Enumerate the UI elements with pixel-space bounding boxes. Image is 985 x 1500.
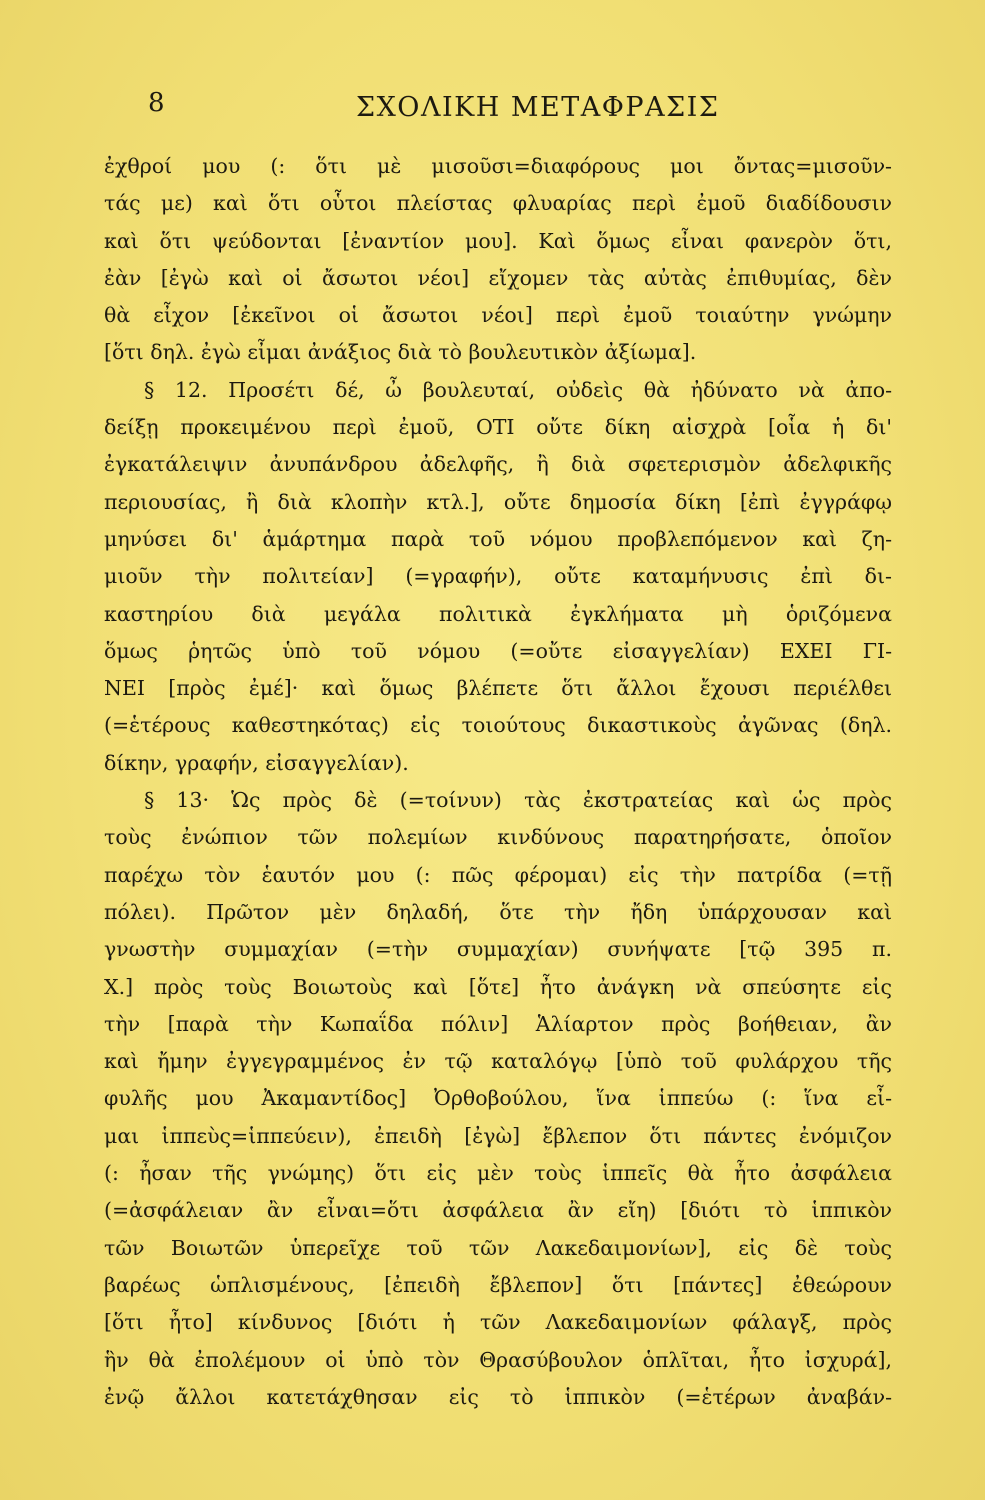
text-line: (=ἀσφάλειαν ἂν εἶναι=ὅτι ἀσφάλεια ἂν εἴη) [διότι τὸ ἱππικὸν [104,1198,892,1223]
body-text [104,148,892,1416]
paragraph-start-line: § 12. Προσέτι δέ, ὦ βουλευταί, οὐδεὶς θὰ ἠδύνατο νὰ ἀπο- [144,377,892,402]
text-line: καὶ ἤμην ἐγγεγραμμένος ἐν τῷ καταλόγῳ [ὑπὸ τοῦ φυλάρχου τῆς [104,1049,892,1074]
text-line: ἐὰν [ἐγὼ καὶ οἱ ἄσωτοι νέοι] εἴχομεν τὰς αὐτὰς ἐπιθυμίας, δὲν [104,265,892,290]
text-line: τάς με) καὶ ὅτι οὗτοι πλείστας φλυαρίας περὶ ἐμοῦ διαδίδουσιν [104,191,892,216]
text-line: γνωστὴν συμμαχίαν (=τὴν συμμαχίαν) συνήψατε [τῷ 395 π. [104,937,892,962]
page-number: 8 [148,88,165,118]
text-line: τοὺς ἐνώπιον τῶν πολεμίων κινδύνους παρατηρήσατε, ὁποῖον [104,825,892,850]
text-line: πόλει). Πρῶτον μὲν δηλαδή, ὅτε τὴν ἤδη ὑπάρχουσαν καὶ [104,899,892,924]
text-line: δείξῃ προκειμένου περὶ ἐμοῦ, ΟΤΙ οὔτε δίκη αἰσχρὰ [οἷα ἡ δι' [104,415,892,440]
text-line: θὰ εἶχον [ἐκεῖνοι οἱ ἄσωτοι νέοι] περὶ ἐμοῦ τοιαύτην γνώμην [104,303,892,328]
text-line: δίκην, γραφήν, εἰσαγγελίαν). [104,750,409,775]
running-title: ΣΧΟΛΙΚΗ ΜΕΤΑΦΡΑΣΙΣ [356,92,720,123]
text-line: ἣν θὰ ἐπολέμουν οἱ ὑπὸ τὸν Θρασύβουλον ὁπλῖται, ἦτο ἰσχυρά], [104,1347,892,1372]
text-line: τὴν [παρὰ τὴν Κωπαΐδα πόλιν] Ἁλίαρτον πρὸς βοήθειαν, ἂν [104,1011,892,1036]
paragraph-start-line: § 13· Ὡς πρὸς δὲ (=τοίνυν) τὰς ἐκστρατείας καὶ ὡς πρὸς [144,788,892,813]
text-line: (=ἑτέρους καθεστηκότας) εἰς τοιούτους δικαστικοὺς ἀγῶνας (δηλ. [104,713,892,738]
text-line: (: ἦσαν τῆς γνώμης) ὅτι εἰς μὲν τοὺς ἱππεῖς θὰ ἦτο ἀσφάλεια [104,1161,892,1186]
text-line: ἐχθροί μου (: ὅτι μὲ μισοῦσι=διαφόρους μοι ὄντας=μισοῦν- [104,154,892,178]
text-line: μιοῦν τὴν πολιτείαν] (=γραφήν), οὔτε καταμήνυσις ἐπὶ δι- [104,564,892,589]
text-line: μαι ἱππεὺς=ἱππεύειν), ἐπειδὴ [ἐγὼ] ἔβλεπον ὅτι πάντες ἐνόμιζον [104,1123,892,1148]
text-line: παρέχω τὸν ἑαυτόν μου (: πῶς φέρομαι) εἰς τὴν πατρίδα (=τῇ [104,862,892,887]
text-line: καστηρίου διὰ μεγάλα πολιτικὰ ἐγκλήματα μὴ ὁριζόμενα [104,601,892,626]
text-line: ἐγκατάλειψιν ἀνυπάνδρου ἀδελφῆς, ἢ διὰ σφετερισμὸν ἀδελφικῆς [104,452,892,477]
text-line: Χ.] πρὸς τοὺς Βοιωτοὺς καὶ [ὅτε] ἦτο ἀνάγκη νὰ σπεύσητε εἰς [104,974,892,999]
text-line: περιουσίας, ἢ διὰ κλοπὴν κτλ.], οὔτε δημοσία δίκη [ἐπὶ ἐγγράφῳ [104,489,892,514]
text-line: βαρέως ὡπλισμένους, [ἐπειδὴ ἔβλεπον] ὅτι [πάντες] ἐθεώρουν [104,1272,892,1297]
text-line: [ὅτι ἦτο] κίνδυνος [διότι ἡ τῶν Λακεδαιμονίων φάλαγξ, πρὸς [104,1310,892,1335]
text-line: τῶν Βοιωτῶν ὑπερεῖχε τοῦ τῶν Λακεδαιμονίων], εἰς δὲ τοὺς [104,1235,892,1260]
page-header [0,88,985,132]
text-line: ἐνῷ ἄλλοι κατετάχθησαν εἰς τὸ ἱππικὸν (=ἑτέρων ἀναβάν- [104,1384,892,1409]
text-line: καὶ ὅτι ψεύδονται [ἐναντίον μου]. Καὶ ὅμως εἶναι φανερὸν ὅτι, [104,228,892,253]
text-line: [ὅτι δηλ. ἐγὼ εἶμαι ἀνάξιος διὰ τὸ βουλευτικὸν ἀξίωμα]. [104,340,697,365]
text-line: φυλῆς μου Ἀκαμαντίδος] Ὀρθοβούλου, ἵνα ἱππεύω (: ἵνα εἶ- [104,1086,892,1111]
text-line: ὅμως ῥητῶς ὑπὸ τοῦ νόμου (=οὔτε εἰσαγγελίαν) ΕΧΕΙ ΓΙ- [104,638,892,663]
text-line: μηνύσει δι' ἁμάρτημα παρὰ τοῦ νόμου προβλεπόμενον καὶ ζη- [104,526,892,551]
text-line: ΝΕΙ [πρὸς ἐμέ]· καὶ ὅμως βλέπετε ὅτι ἄλλοι ἔχουσι περιέλθει [104,676,892,701]
